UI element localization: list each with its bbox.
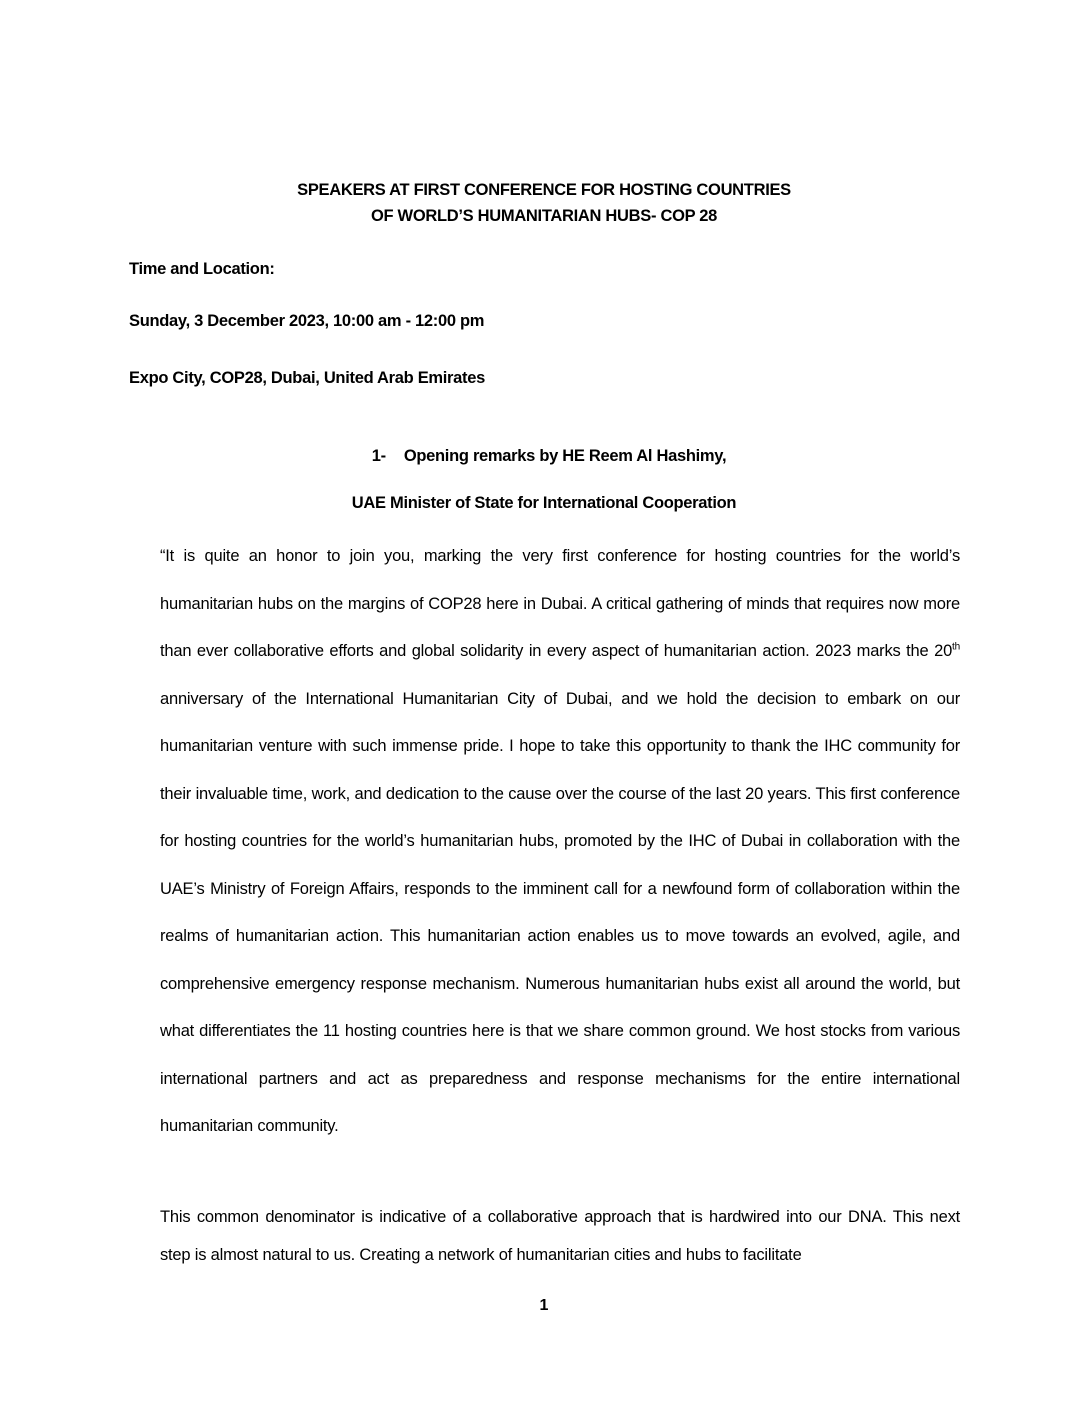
speech-paragraph-1 — [160, 533, 960, 1151]
section-title: Opening remarks by HE Reem Al Hashimy, — [403, 447, 727, 465]
page-number: 1 — [539, 1297, 549, 1314]
event-date-time: Sunday, 3 December 2023, 10:00 am - 12:00 pm — [129, 312, 485, 330]
section-number: 1- — [371, 447, 386, 465]
event-location: Expo City, COP28, Dubai, United Arab Emirates — [129, 369, 486, 387]
ordinal-superscript: th — [952, 641, 960, 653]
document-title-line-1: SPEAKERS AT FIRST CONFERENCE FOR HOSTING COUNTRIES — [297, 181, 791, 199]
speech-paragraph-2: This common denominator is indicative of a collaborative approach that is hardwired into our DNA. This next step is almost natural to us. Creating a network of humanitarian cities and hubs to facilitate — [160, 1208, 960, 1264]
section-subtitle: UAE Minister of State for International Cooperation — [351, 494, 737, 512]
speech-paragraph-1-text-a: “It is quite an honor to join you, marking the very first conference for hosting countries for the world’s humanitarian hubs on the margins of COP28 here in Dubai. A critical gathering of minds that requires now more than ever collaborative efforts and global solidarity in every aspect of humanitarian action. 2023 marks the 20 — [160, 547, 960, 660]
time-location-label: Time and Location: — [129, 260, 275, 278]
section-heading — [0, 447, 1088, 466]
document-title-line-2: OF WORLD’S HUMANITARIAN HUBS- COP 28 — [370, 207, 718, 225]
speech-paragraph-1-text-b: anniversary of the International Humanitarian City of Dubai, and we hold the decision to embark on our humanitarian venture with such immense pride. I hope to take this opportunity to thank the IHC community for their invaluable time, work, and dedication to the cause over the course of the last 20 years. This first conference for hosting countries for the world’s humanitarian hubs, promoted by the IHC of Dubai in collaboration with the UAE’s Ministry of Foreign Affairs, responds to the imminent call for a newfound form of collaboration within the realms of humanitarian action. This humanitarian action enables us to move towards an evolved, agile, and comprehensive emergency response mechanism. Numerous humanitarian hubs exist all around the world, but what differentiates the 11 hosting countries here is that we share common ground. We host stocks from various international partners and act as preparedness and response mechanisms for the entire international humanitarian community. — [160, 689, 960, 1135]
